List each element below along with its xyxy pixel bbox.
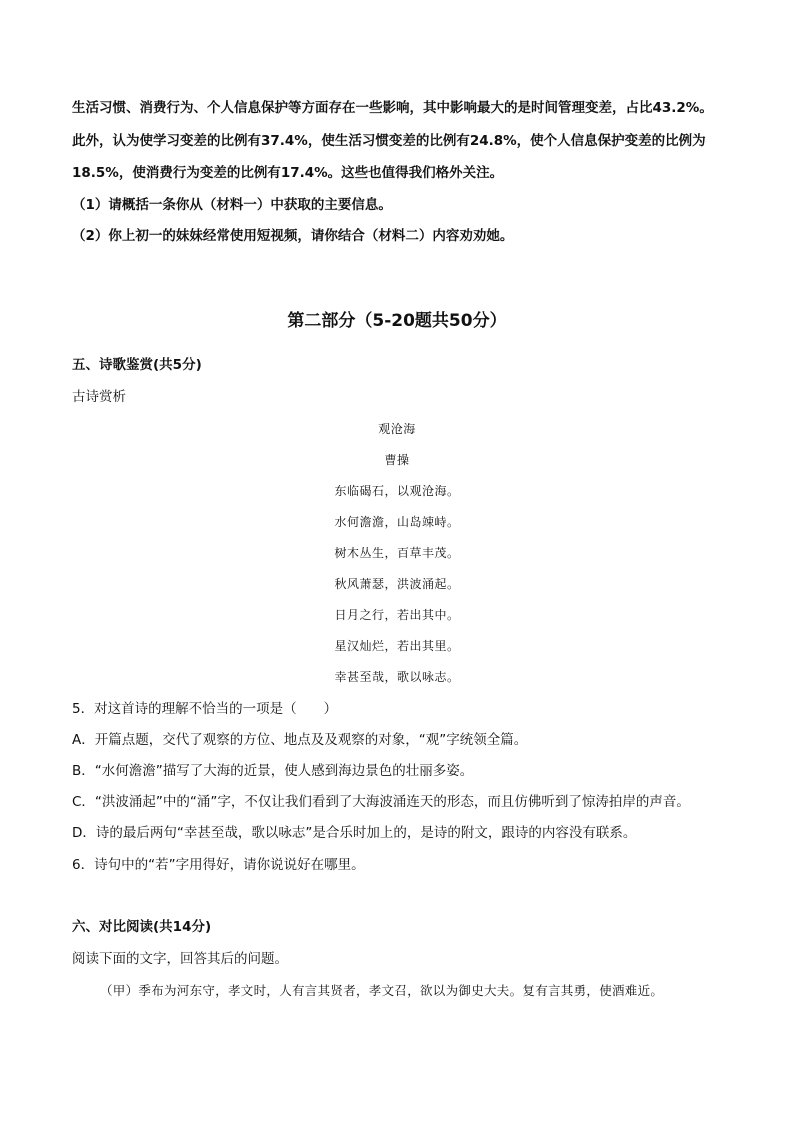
classical-passage: （甲）季布为河东守，孝文时，人有言其贤者，孝文召，欲以为御史大夫。复有言其勇，使酒难近。	[100, 983, 664, 998]
poem-line: 东临碣石，以观沧海。	[334, 484, 460, 498]
poem-line: 水何澹澹，山岛竦峙。	[334, 515, 460, 529]
poem-line: 星汉灿烂，若出其里。	[334, 639, 460, 653]
poem-line: 日月之行，若出其中。	[334, 608, 460, 622]
poem-title: 观沧海	[378, 422, 416, 436]
option-c: C．“洪波涌起”中的“涌”字，不仅让我们看到了大海波涌连天的形态，而且仿佛听到了惊涛拍岸的声音。	[72, 794, 690, 810]
material-text-line: 此外，认为使学习变差的比例有37.4%，使生活习惯变差的比例有24.8%，使个人信息保护变差的比例为	[72, 133, 706, 149]
poem-line: 幸甚至哉，歌以咏志。	[334, 670, 460, 684]
poem-line: 树木丛生，百草丰茂。	[334, 546, 460, 560]
question-2: （2）你上初一的妹妹经常使用短视频，请你结合（材料二）内容劝劝她。	[72, 228, 514, 244]
material-text-line: 生活习惯、消费行为、个人信息保护等方面存在一些影响，其中影响最大的是时间管理变差，占比43.2%。	[72, 100, 713, 116]
option-a: A．开篇点题，交代了观察的方位、地点及及观察的对象，“观”字统领全篇。	[72, 732, 528, 748]
section-heading: 五、诗歌鉴赏(共5分)	[72, 357, 202, 373]
section-subheading: 阅读下面的文字，回答其后的问题。	[72, 951, 288, 967]
question-5: 5．对这首诗的理解不恰当的一项是（ ）	[72, 701, 338, 717]
option-d: D．诗的最后两句“幸甚至哉，歌以咏志”是合乐时加上的，是诗的附文，跟诗的内容没有联系。	[72, 825, 637, 841]
poem-author: 曹操	[384, 453, 410, 467]
section-subheading: 古诗赏析	[72, 389, 126, 405]
question-6: 6．诗句中的“若”字用得好，请你说说好在哪里。	[72, 857, 365, 873]
part-title: 第二部分（5-20题共50分）	[287, 311, 507, 331]
section-heading: 六、对比阅读(共14分)	[72, 919, 212, 935]
material-text-line: 18.5%，使消费行为变差的比例有17.4%。这些也值得我们格外关注。	[72, 165, 504, 181]
poem-line: 秋风萧瑟，洪波涌起。	[334, 577, 460, 591]
question-1: （1）请概括一条你从（材料一）中获取的主要信息。	[72, 197, 392, 213]
option-b: B．“水何澹澹”描写了大海的近景，使人感到海边景色的壮丽多姿。	[72, 763, 474, 779]
